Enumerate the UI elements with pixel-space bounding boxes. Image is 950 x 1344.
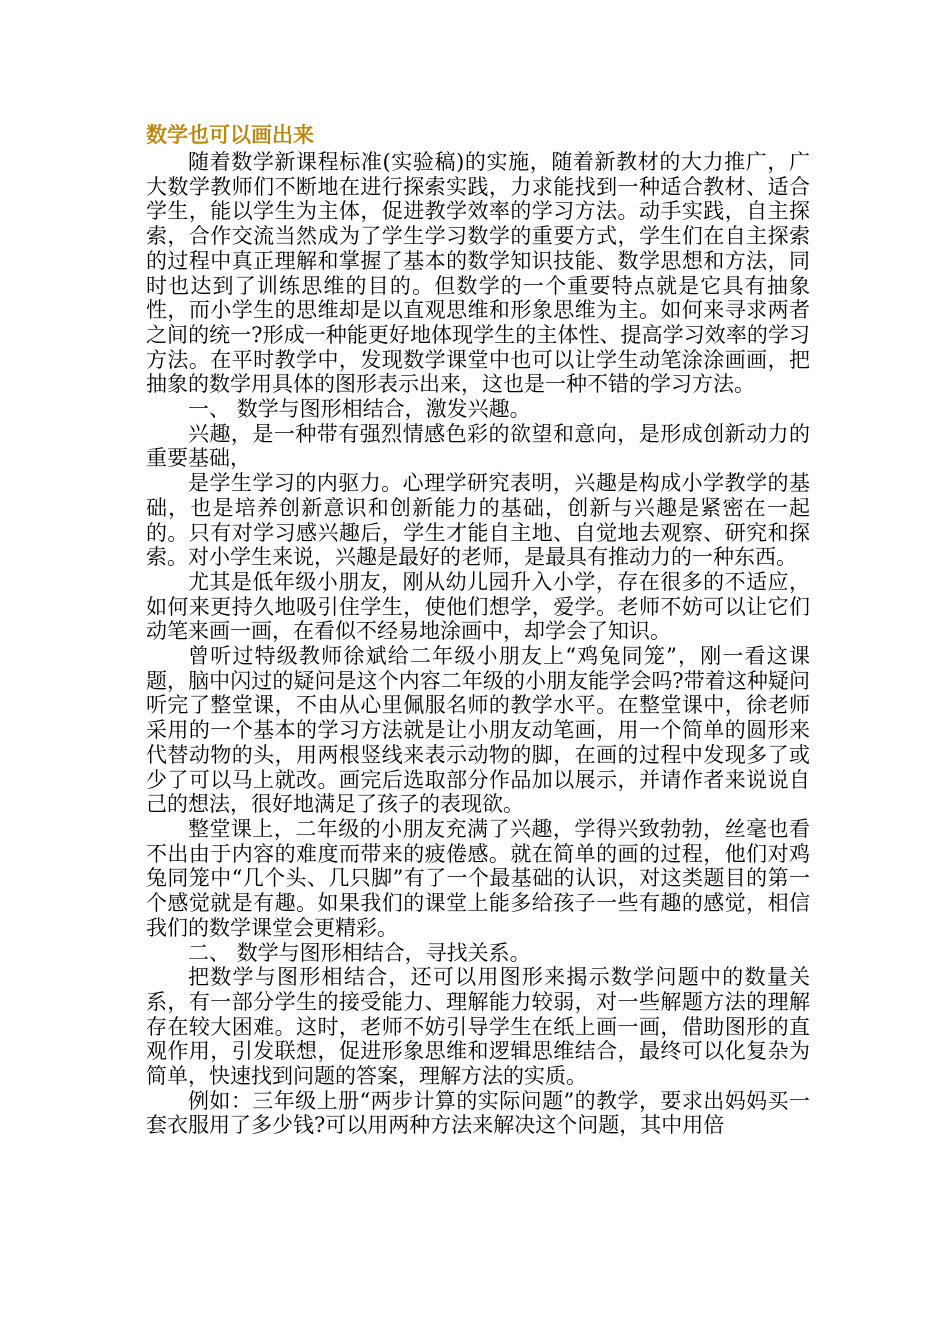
body-paragraph: 例如：三年级上册“两步计算的实际问题”的教学，要求出妈妈买一套衣服用了多少钱?可以用两种方法来解决这个问题，其中用倍 [146,1088,810,1138]
body-paragraph: 把数学与图形相结合，还可以用图形来揭示数学问题中的数量关系，有一部分学生的接受能力、理解能力较弱，对一些解题方法的理解存在较大困难。这时，老师不妨引导学生在纸上画一画，借助图形的直观作用，引发联想，促进形象思维和逻辑思维结合，最终可以化复杂为简单，快速找到问题的答案，理解方法的实质。 [146,965,810,1089]
section-heading: 一、 数学与图形相结合，激发兴趣。 [188,397,531,422]
body-paragraph: 整堂课上，二年级的小朋友充满了兴趣，学得兴致勃勃，丝毫也看不出由于内容的难度而带来的疲倦感。就在简单的画的过程，他们对鸡兔同笼中“几个头、几只脚”有了一个最基础的认识，对这类题目的第一个感觉就是有趣。如果我们的课堂上能多给孩子一些有趣的感觉，相信我们的数学课堂会更精彩。 [146,816,810,940]
document-page [146,120,810,1138]
document-title: 数学也可以画出来 [146,122,314,147]
section-heading: 二、 数学与图形相结合，寻找关系。 [188,940,531,965]
body-paragraph: 尤其是低年级小朋友，刚从幼儿园升入小学，存在很多的不适应，如何来更持久地吸引住学生，使他们想学，爱学。老师不妨可以让它们动笔来画一画，在看似不经易地涂画中，却学会了知识。 [146,569,810,644]
body-paragraph: 兴趣，是一种带有强烈情感色彩的欲望和意向，是形成创新动力的重要基础， [146,421,810,471]
body-paragraph: 曾听过特级教师徐斌给二年级小朋友上“鸡兔同笼”，刚一看这课题，脑中闪过的疑问是这个内容二年级的小朋友能学会吗?带着这种疑问听完了整堂课，不由从心里佩服名师的教学水平。在整堂课中，徐老师采用的一个基本的学习方法就是让小朋友动笔画，用一个简单的圆形来代替动物的头，用两根竖线来表示动物的脚，在画的过程中发现多了或少了可以马上就改。画完后选取部分作品加以展示，并请作者来说说自己的想法，很好地满足了孩子的表现欲。 [146,644,810,817]
document-body [146,150,810,1138]
body-paragraph: 随着数学新课程标准(实验稿)的实施，随着新教材的大力推广，广大数学教师们不断地在进行探索实践，力求能找到一种适合教材、适合学生，能以学生为主体，促进教学效率的学习方法。动手实践，自主探索，合作交流当然成为了学生学习数学的重要方式，学生们在自主探索的过程中真正理解和掌握了基本的数学知识技能、数学思想和方法，同时也达到了训练思维的目的。但数学的一个重要特点就是它具有抽象性，而小学生的思维却是以直观思维和形象思维为主。如何来寻求两者之间的统一?形成一种能更好地体现学生的主体性、提高学习效率的学习方法。在平时教学中，发现数学课堂中也可以让学生动笔涂涂画画，把抽象的数学用具体的图形表示出来，这也是一种不错的学习方法。 [146,150,810,397]
body-paragraph: 是学生学习的内驱力。心理学研究表明，兴趣是构成小学教学的基础，也是培养创新意识和创新能力的基础，创新与兴趣是紧密在一起的。只有对学习感兴趣后，学生才能自主地、自觉地去观察、研究和探索。对小学生来说，兴趣是最好的老师，是最具有推动力的一种东西。 [146,471,810,570]
